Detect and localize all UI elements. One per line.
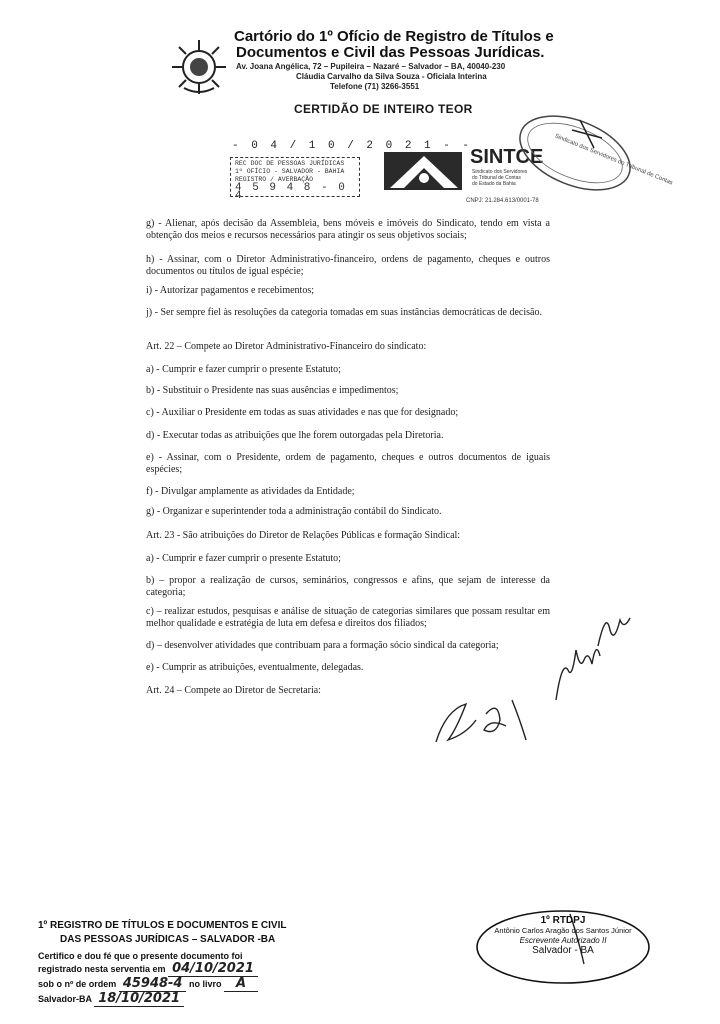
art22-item-f: f) - Divulgar amplamente as atividades da Entidade;: [146, 486, 355, 497]
registration-date: 04/10/2021: [168, 961, 258, 977]
notary-stamp-city: Salvador - BA: [532, 945, 594, 956]
rec-stamp-line-1: REC DOC DE PESSOAS JURÍDICAS: [235, 160, 345, 167]
footer-registered-label: registrado nesta serventia em: [38, 964, 166, 974]
footer-line-3: Certifico e dou fé que o presente documento foi: [38, 951, 243, 961]
art23-item-e: e) - Cumprir as atribuições, eventualmente, delegadas.: [146, 662, 364, 673]
header-officer: Cláudia Carvalho da Silva Souza - Oficiala Interina: [296, 72, 487, 81]
art22-item-b: b) - Substituir o Presidente nas suas ausências e impedimentos;: [146, 385, 399, 396]
footer-line-1: 1º REGISTRO DE TÍTULOS E DOCUMENTOS E CIVIL: [38, 920, 287, 931]
art23-item-c: c) – realizar estudos, pesquisas e análise de situação de categorias similares que possam resultar em melhor qualidade e estratégia de luta em defesa e direitos dos filiados;: [146, 606, 550, 629]
footer-order-label: sob o nº de ordem: [38, 979, 117, 989]
sintce-sub-1: Sindicato dos Servidores: [472, 169, 528, 175]
coat-of-arms-icon: [170, 38, 228, 96]
article-22-heading: Art. 22 – Compete ao Diretor Administrativo-Financeiro do sindicato:: [146, 341, 427, 352]
art23-item-d: d) – desenvolver atividades que contribuam para a formação sócio sindical da categoria;: [146, 640, 499, 651]
cnpj-label: CNPJ: 21.284.613/0001-78: [466, 198, 539, 204]
notary-oval-stamp: [484, 916, 642, 956]
sintce-sub-3: do Estado da Bahia: [472, 181, 516, 187]
oval-seal-text: Sindicato dos Servidores do Tribunal de Contas: [553, 133, 674, 187]
rec-stamp-line-2: 1º OFÍCIO - SALVADOR - BAHIA: [235, 168, 345, 175]
rec-stamp-line-3: REGISTRO / AVERBAÇÃO: [235, 176, 314, 183]
art23-item-a: a) - Cumprir e fazer cumprir o presente Estatuto;: [146, 553, 341, 564]
signature: [426, 690, 536, 760]
header-address: Av. Joana Angélica, 72 – Pupileira – Nazaré – Salvador – BA, 40040-230: [236, 62, 506, 71]
notary-stamp-role: Escrevente Autorizado II: [519, 936, 607, 945]
art22-item-c: c) - Auxiliar o Presidente em todas as suas atividades e nas que for designado;: [146, 407, 459, 418]
art22-item-g: g) - Organizar e superintender toda a administração contábil do Sindicato.: [146, 506, 442, 517]
paragraph-g: g) - Alienar, após decisão da Assembleia, bens móveis e imóveis do Sindicato, tendo em vista a obtenção dos meios e recursos necessários para atingir os seus objetivos sociais;: [146, 218, 550, 241]
oval-seal-stamp: [510, 108, 674, 198]
art22-item-e: e) - Assinar, com o Presidente, ordem de pagamento, cheques e outros documentos de iguais espécies;: [146, 452, 550, 475]
paragraph-h: h) - Assinar, com o Diretor Administrativo-financeiro, ordens de pagamento, cheques e outros documentos ou títulos de igual espécie;: [146, 254, 550, 277]
footer-line-6: [38, 993, 184, 1005]
paragraph-i: i) - Autorizar pagamentos e recebimentos;: [146, 285, 314, 296]
header-line-1: Cartório do 1º Ofício de Registro de Títulos e: [234, 28, 554, 45]
sintce-name: SINTCE: [470, 146, 544, 168]
rec-stamp-number: 4 5 9 4 8 - 0 4: [235, 182, 347, 202]
article-23-heading: Art. 23 - São atribuições do Diretor de Relações Públicas e formação Sindical:: [146, 530, 461, 541]
footer-line-2: DAS PESSOAS JURÍDICAS – SALVADOR -BA: [60, 934, 276, 945]
art22-item-a: a) - Cumprir e fazer cumprir o presente Estatuto;: [146, 364, 341, 375]
header-line-2: Documentos e Civil das Pessoas Jurídicas.: [236, 44, 545, 61]
footer-book-label: no livro: [189, 979, 222, 989]
signature-date: 18/10/2021: [94, 991, 184, 1007]
registration-stamp: [230, 157, 360, 202]
footer-line-5: [38, 978, 258, 990]
date-stamp: - 0 4 / 1 0 / 2 0 2 1 - -: [232, 140, 473, 152]
sintce-sub-2: do Tribunal de Contas: [472, 175, 521, 181]
article-24-heading: Art. 24 – Compete ao Diretor de Secretaria:: [146, 685, 321, 696]
sintce-logo-icon: [384, 148, 464, 194]
paragraph-j: j) - Ser sempre fiel às resoluções da categoria tomadas em suas instâncias democráticas de decisão.: [146, 307, 542, 318]
certificate-title: CERTIDÃO DE INTEIRO TEOR: [294, 102, 473, 116]
art23-item-b: b) – propor a realização de cursos, seminários, congressos e afins, que sejam de interesse da categoria;: [146, 575, 550, 598]
footer-city-label: Salvador-BA: [38, 994, 92, 1004]
notary-stamp-name: Antônio Carlos Aragão dos Santos Júnior: [494, 926, 632, 935]
header-phone: Telefone (71) 3266-3551: [330, 82, 420, 91]
handwritten-initials: [548, 600, 638, 710]
notary-stamp-office: 1º RTDPJ: [540, 915, 586, 926]
art22-item-d: d) - Executar todas as atribuições que lhe forem outorgadas pela Diretoria.: [146, 430, 444, 441]
book-number: A: [224, 976, 258, 992]
footer-line-4: [38, 963, 258, 975]
order-number: 45948-4: [119, 976, 187, 992]
